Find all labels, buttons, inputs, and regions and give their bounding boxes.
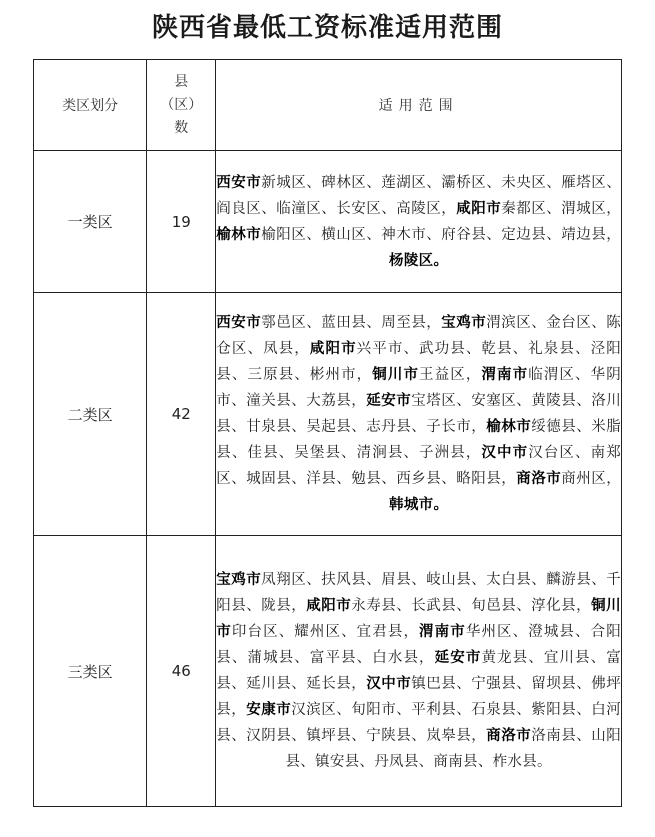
row-county-count: 19 — [147, 151, 216, 293]
city-name: 杨陵区。 — [389, 252, 449, 269]
city-name: 汉中市 — [366, 676, 412, 692]
district-list: 华州区、澄城县、合阳县、蒲城县、富平县、白水县， — [216, 624, 621, 666]
row-category: 三类区 — [34, 536, 147, 807]
table-header-row — [34, 60, 622, 151]
header-county-line2: （区） — [160, 96, 203, 113]
city-name: 榆林市 — [486, 419, 532, 435]
header-county-line1: 县 — [174, 73, 189, 90]
district-list: 秦都区、渭城区， — [501, 200, 622, 217]
row-scope — [216, 536, 622, 807]
district-list: 鄠邑区、蓝田县、周至县， — [261, 315, 442, 331]
district-list: 凤翔区、扶风县、眉县、岐山县、太白县、麟游县、千阳县、陇县， — [216, 572, 622, 614]
table-row — [34, 293, 622, 536]
district-list: 王益区， — [419, 367, 482, 383]
row-county-count: 46 — [147, 536, 216, 807]
district-list: 商州区， — [561, 471, 622, 487]
city-name: 咸阳市 — [309, 341, 357, 357]
city-name: 渭南市 — [419, 624, 466, 640]
district-list: 兴平市、武功县、乾县、礼泉县、泾阳县、三原县、彬州市， — [216, 341, 621, 383]
city-name: 韩城市。 — [389, 497, 449, 513]
district-list: 黄龙县、宜川县、富县、延川县、延长县， — [216, 650, 622, 692]
city-name: 商洛市 — [486, 728, 532, 744]
header-county-line3: 数 — [174, 119, 189, 136]
row-scope — [216, 293, 622, 536]
city-name: 西安市 — [216, 315, 262, 331]
city-name: 商洛市 — [516, 471, 562, 487]
city-name: 安康市 — [246, 702, 292, 718]
city-name: 渭南市 — [481, 367, 529, 383]
header-scope: 适用范围 — [216, 60, 622, 151]
district-list: 绥德县、米脂县、佳县、吴堡县、清涧县、子洲县， — [216, 419, 621, 461]
district-list: 镇巴县、宁强县、留坝县、佛坪县， — [216, 676, 622, 718]
district-list: 印台区、耀州区、宜君县， — [231, 624, 420, 640]
district-list: 汉滨区、旬阳市、平利县、石泉县、紫阳县、白河县、汉阴县、镇坪县、宁陕县、岚皋县， — [216, 702, 621, 744]
city-name: 西安市 — [216, 174, 262, 191]
district-list: 永寿县、长武县、旬邑县、淳化县， — [351, 598, 592, 614]
district-list: 宝塔区、安塞区、黄陵县、洛川县、甘泉县、吴起县、志丹县、子长市， — [216, 393, 622, 435]
row-category: 一类区 — [34, 151, 147, 293]
row-scope-text — [216, 567, 621, 775]
row-category: 二类区 — [34, 293, 147, 536]
city-name: 延安市 — [366, 393, 412, 409]
row-scope-text — [216, 310, 621, 518]
city-name: 宝鸡市 — [441, 315, 487, 331]
row-scope — [216, 151, 622, 293]
city-name: 咸阳市 — [306, 598, 352, 614]
page-title: 陕西省最低工资标准适用范围 — [151, 13, 503, 43]
city-name: 汉中市 — [481, 445, 529, 461]
table-row — [34, 151, 622, 293]
city-name: 延安市 — [434, 650, 482, 666]
city-name: 铜川市 — [216, 598, 621, 640]
city-name: 铜川市 — [372, 367, 420, 383]
city-name: 榆林市 — [216, 226, 262, 243]
district-list: 榆阳区、横山区、神木市、府谷县、定边县、靖边县， — [261, 226, 622, 243]
city-name: 咸阳市 — [456, 200, 502, 217]
row-scope-text — [216, 170, 621, 274]
district-list: 汉台区、南郑区、城固县、洋县、勉县、西乡县、略阳县， — [216, 445, 621, 487]
district-list: 渭滨区、金台区、陈仓区、凤县， — [216, 315, 622, 357]
header-county-count — [147, 60, 216, 151]
district-list: 洛南县、山阳县、镇安县、丹凤县、商南县、柞水县。 — [285, 728, 621, 770]
district-list: 临渭区、华阴市、潼关县、大荔县， — [216, 367, 622, 409]
wage-scope-table — [33, 59, 622, 807]
header-category: 类区划分 — [34, 60, 147, 151]
district-list: 新城区、碑林区、莲湖区、灞桥区、未央区、雁塔区、阎良区、临潼区、长安区、高陵区， — [216, 174, 622, 217]
row-county-count: 42 — [147, 293, 216, 536]
city-name: 宝鸡市 — [216, 572, 262, 588]
table-row — [34, 536, 622, 807]
